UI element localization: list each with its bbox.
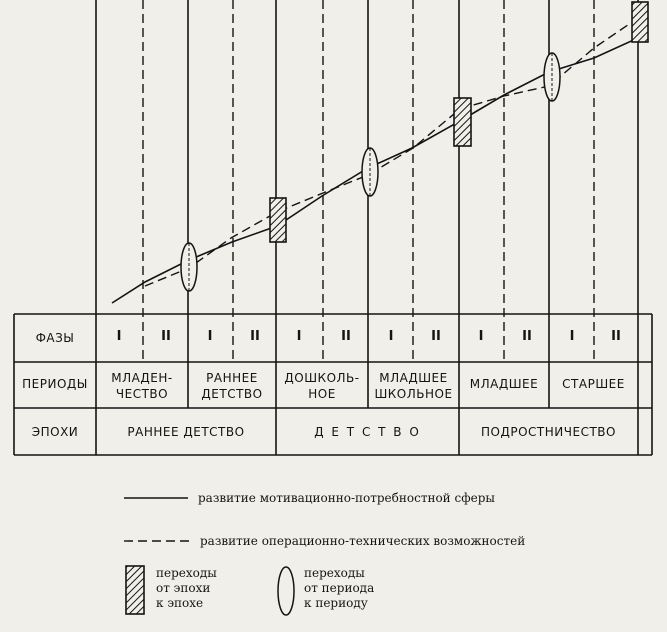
period-transition-icon (181, 243, 197, 291)
legend-epoch-transition-label (156, 566, 217, 611)
row-label-phases: ФАЗЫ (35, 331, 75, 345)
epoch-label: РАННЕЕ ДЕТСТВО (127, 425, 245, 439)
phase-mark: I (296, 329, 302, 344)
epoch-transition-icon (632, 2, 648, 42)
operational-line (145, 16, 641, 286)
phase-mark: II (522, 329, 532, 344)
phase-mark: I (478, 329, 484, 344)
period-label-line: СТАРШЕЕ (562, 377, 625, 391)
phase-mark: I (207, 329, 213, 344)
legend-text-line: к периоду (304, 596, 368, 610)
period-transition-icon (544, 53, 560, 101)
row-label-epochs: ЭПОХИ (31, 425, 79, 439)
phase-mark: I (116, 329, 122, 344)
period-label-line: МЛАДШЕЕ (469, 377, 539, 391)
row-label-periods: ПЕРИОДЫ (22, 377, 88, 391)
period-label-line: ЧЕСТВО (115, 387, 169, 401)
period-transitions (181, 53, 560, 291)
period-label-line: НОЕ (308, 387, 336, 401)
phase-mark: II (611, 329, 621, 344)
epoch-transition-icon (270, 198, 286, 242)
epoch-transition-icon (454, 98, 471, 146)
period-transition-icon (362, 148, 378, 196)
period-label (368, 370, 459, 402)
legend-hatched-rectangle-icon (126, 566, 144, 614)
period-label-line: ШКОЛЬНОЕ (374, 387, 453, 401)
legend-solid-label: развитие мотивационно-потребностной сферы (198, 491, 495, 505)
epoch-label: ПОДРОСТНИЧЕСТВО (481, 425, 616, 439)
phase-mark: I (569, 329, 575, 344)
legend-period-transition-label (304, 566, 374, 611)
period-label (549, 376, 638, 392)
period-label (276, 370, 368, 402)
legend-text-line: от эпохи (156, 581, 211, 595)
period-label (459, 376, 549, 392)
legend-text-line: от периода (304, 581, 375, 595)
legend-text-line: переходы (304, 566, 365, 580)
period-label (96, 370, 188, 402)
phase-mark: II (250, 329, 260, 344)
period-label-line: ДОШКОЛЬ- (284, 371, 360, 385)
phase-mark: II (161, 329, 171, 344)
epoch-label: Д Е Т С Т В О (314, 425, 421, 439)
phase-mark: II (341, 329, 351, 344)
legend-text-line: переходы (156, 566, 217, 580)
legend-text-line: к эпохе (156, 596, 204, 610)
period-label-line: МЛАДШЕЕ (379, 371, 448, 385)
period-label-line: ДЕТСТВО (201, 387, 263, 401)
period-label-line: РАННЕЕ (206, 371, 258, 385)
period-label (188, 370, 276, 402)
legend-dashed-label: развитие операционно-технических возможностей (200, 534, 526, 548)
period-label-line: МЛАДЕН- (111, 371, 173, 385)
phase-mark: II (431, 329, 441, 344)
phase-mark: I (388, 329, 394, 344)
legend-lens-icon (278, 567, 294, 615)
